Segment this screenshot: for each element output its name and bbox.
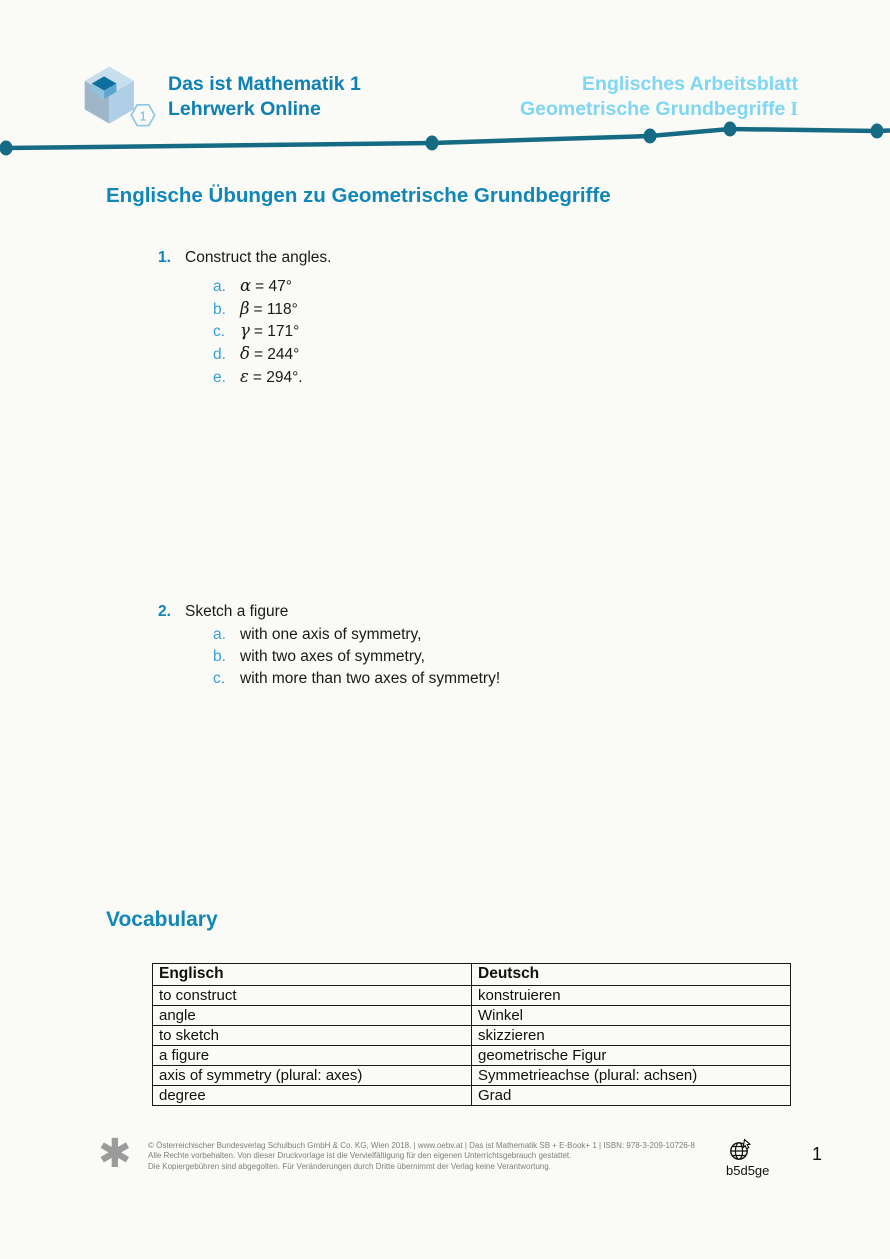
vocabulary-heading: Vocabulary [106, 908, 218, 931]
line-node [426, 136, 439, 151]
exercise-1 [158, 249, 331, 267]
angle-value: = 118° [253, 301, 298, 318]
line-node [871, 124, 884, 139]
angle-symbol-delta: δ [240, 344, 250, 363]
column-header-german: Deutsch [472, 964, 791, 986]
item-text: with two axes of symmetry, [240, 648, 425, 665]
book-title: Das ist Mathematik 1 [168, 73, 361, 95]
publisher-asterisk-icon: ✱ [98, 1131, 132, 1177]
header-left-title [168, 72, 361, 122]
decorative-line-graph [0, 116, 890, 160]
cell-english: angle [153, 1006, 472, 1026]
table-row [153, 1086, 791, 1106]
item-letter: a. [213, 626, 226, 643]
cell-german: konstruieren [472, 986, 791, 1006]
exercise-2-prompt: Sketch a figure [185, 603, 289, 620]
line-node [724, 122, 737, 137]
item-letter: b. [213, 648, 226, 665]
web-globe-icon [727, 1137, 753, 1163]
cell-english: to construct [153, 986, 472, 1006]
exercise-1-item-e [213, 367, 303, 387]
cell-german: geometrische Figur [472, 1046, 791, 1066]
angle-symbol-alpha: α [240, 276, 252, 295]
worksheet-roman-numeral: I [790, 99, 798, 120]
copyright-line-3: Die Kopiergebühren sind abgegolten. Für Veränderungen durch Dritte übernimmt der Verlag keine Verantwortung. [148, 1161, 551, 1171]
exercise-1-item-a [213, 276, 292, 296]
page-number: 1 [812, 1144, 823, 1164]
line-node [644, 129, 657, 144]
logo-badge-number: 1 [139, 108, 147, 124]
header-right-title [520, 72, 798, 122]
exercise-1-prompt: Construct the angles. [185, 249, 332, 266]
item-letter: c. [213, 670, 226, 687]
cursor-arrow-icon [743, 1140, 750, 1149]
cell-german: skizzieren [472, 1026, 791, 1046]
exercise-1-item-d [213, 344, 299, 364]
exercise-2 [158, 603, 288, 621]
line-node [0, 141, 13, 156]
exercise-2-number: 2. [158, 603, 171, 620]
cell-english: axis of symmetry (plural: axes) [153, 1066, 472, 1086]
worksheet-type: Englisches Arbeitsblatt [582, 73, 798, 95]
angle-value: = 47° [255, 278, 292, 295]
exercise-1-number: 1. [158, 249, 171, 266]
page-title: Englische Übungen zu Geometrische Grundbegriffe [106, 184, 611, 207]
item-text: with one axis of symmetry, [240, 626, 422, 643]
item-text: with more than two axes of symmetry! [240, 670, 501, 687]
exercise-2-item-c [213, 670, 500, 688]
cell-german: Grad [472, 1086, 791, 1106]
table-row [153, 986, 791, 1006]
angle-value: = 171° [253, 323, 300, 340]
table-row [153, 1006, 791, 1026]
table-row [153, 1046, 791, 1066]
vocabulary-table [152, 963, 791, 1106]
cell-german: Symmetrieachse (plural: achsen) [472, 1066, 791, 1086]
item-letter: a. [213, 278, 226, 295]
item-letter: d. [213, 346, 226, 363]
table-header-row [153, 964, 791, 986]
exercise-1-item-b [213, 299, 298, 319]
exercise-2-item-a [213, 626, 421, 644]
copyright-line-1: © Österreichischer Bundesverlag Schulbuch GmbH & Co. KG, Wien 2018. | www.oebv.at | Das ist Mathematik SB + E-Book+ 1 | ISBN: 978-3-209-10726-8 [148, 1141, 695, 1150]
angle-symbol-gamma: γ [240, 321, 250, 340]
item-letter: b. [213, 301, 226, 318]
angle-symbol-beta: β [240, 299, 250, 318]
book-subtitle: Lehrwerk Online [168, 98, 321, 120]
angle-symbol-epsilon: ε [240, 367, 249, 386]
angle-value: = 244° [253, 346, 300, 363]
exercise-2-item-b [213, 648, 425, 666]
cell-english: a figure [153, 1046, 472, 1066]
worksheet-code: b5d5ge [726, 1163, 770, 1178]
exercise-1-item-c [213, 321, 299, 341]
cell-english: to sketch [153, 1026, 472, 1046]
copyright-block [148, 1141, 708, 1172]
angle-value: = 294°. [252, 369, 303, 386]
item-letter: c. [213, 323, 226, 340]
cell-german: Winkel [472, 1006, 791, 1026]
cell-english: degree [153, 1086, 472, 1106]
item-letter: e. [213, 369, 226, 386]
table-row [153, 1066, 791, 1086]
copyright-line-2: Alle Rechte vorbehalten. Von dieser Druckvorlage ist die Vervielfältigung für den eigenen Unterrichtsgebrauch gestattet. [148, 1151, 572, 1161]
worksheet-topic: Geometrische Grundbegriffe I [519, 98, 798, 120]
column-header-english: Englisch [153, 964, 472, 986]
table-row [153, 1026, 791, 1046]
